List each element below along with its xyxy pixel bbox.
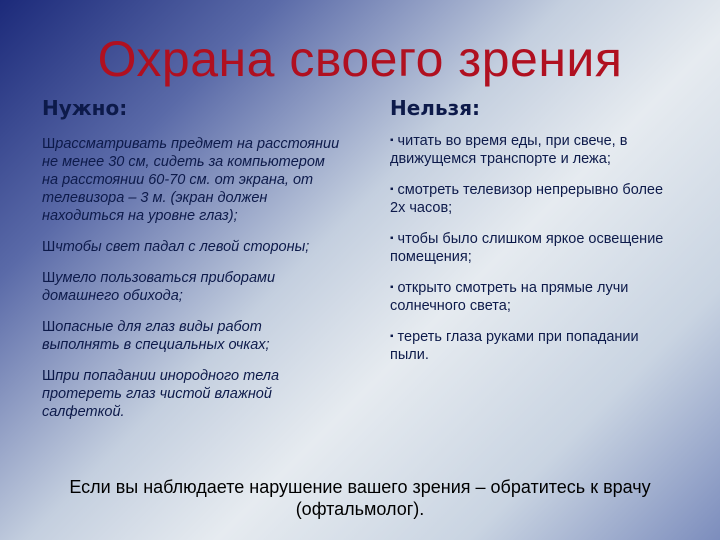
slide-title: Охрана своего зрения [97, 31, 623, 87]
list-item-text: смотреть телевизор непрерывно более 2х часов; [390, 182, 664, 216]
square-bullet-icon: ▪ [390, 184, 394, 195]
list-item [390, 230, 670, 266]
list-item [42, 238, 342, 256]
right-list [390, 132, 670, 377]
list-item [390, 132, 670, 168]
list-item [42, 135, 342, 225]
list-item-text: при попадании инородного тела протереть глаз чистой влажной салфеткой. [42, 368, 280, 420]
list-item-text: умело пользоваться приборами домашнего обихода; [42, 270, 276, 304]
right-column-heading: Нельзя: [390, 96, 481, 120]
list-item-text: рассматривать предмет на расстоянии не менее 30 см, сидеть за компьютером на расстоянии 60-70 см. от экрана, от телевизора – 3 м. (экран должен находиться на уровне глаз); [42, 136, 340, 224]
list-item [390, 279, 670, 315]
bullet-icon: Ш [42, 270, 56, 286]
list-item [42, 269, 342, 305]
footer-note: Если вы наблюдаете нарушение вашего зрения – обратитесь к врачу (офтальмолог). [69, 477, 651, 519]
list-item-text: тереть глаза руками при попадании пыли. [390, 329, 639, 363]
square-bullet-icon: ▪ [390, 233, 394, 244]
list-item [42, 367, 342, 421]
list-item-text: опасные для глаз виды работ выполнять в специальных очках; [42, 319, 270, 353]
list-item-text: открыто смотреть на прямые лучи солнечного света; [390, 280, 629, 314]
list-item [42, 318, 342, 354]
square-bullet-icon: ▪ [390, 331, 394, 342]
list-item [390, 181, 670, 217]
bullet-icon: Ш [42, 319, 56, 335]
list-item [390, 328, 670, 364]
square-bullet-icon: ▪ [390, 135, 394, 146]
bullet-icon: Ш [42, 368, 56, 384]
bullet-icon: Ш [42, 239, 56, 255]
list-item-text: чтобы было слишком яркое освещение помещения; [390, 231, 664, 265]
list-item-text: читать во время еды, при свече, в движущемся транспорте и лежа; [390, 133, 628, 167]
left-list [42, 135, 342, 434]
list-item-text: чтобы свет падал с левой стороны; [55, 239, 310, 255]
bullet-icon: Ш [42, 136, 56, 152]
left-column-heading: Нужно: [42, 96, 128, 120]
square-bullet-icon: ▪ [390, 282, 394, 293]
